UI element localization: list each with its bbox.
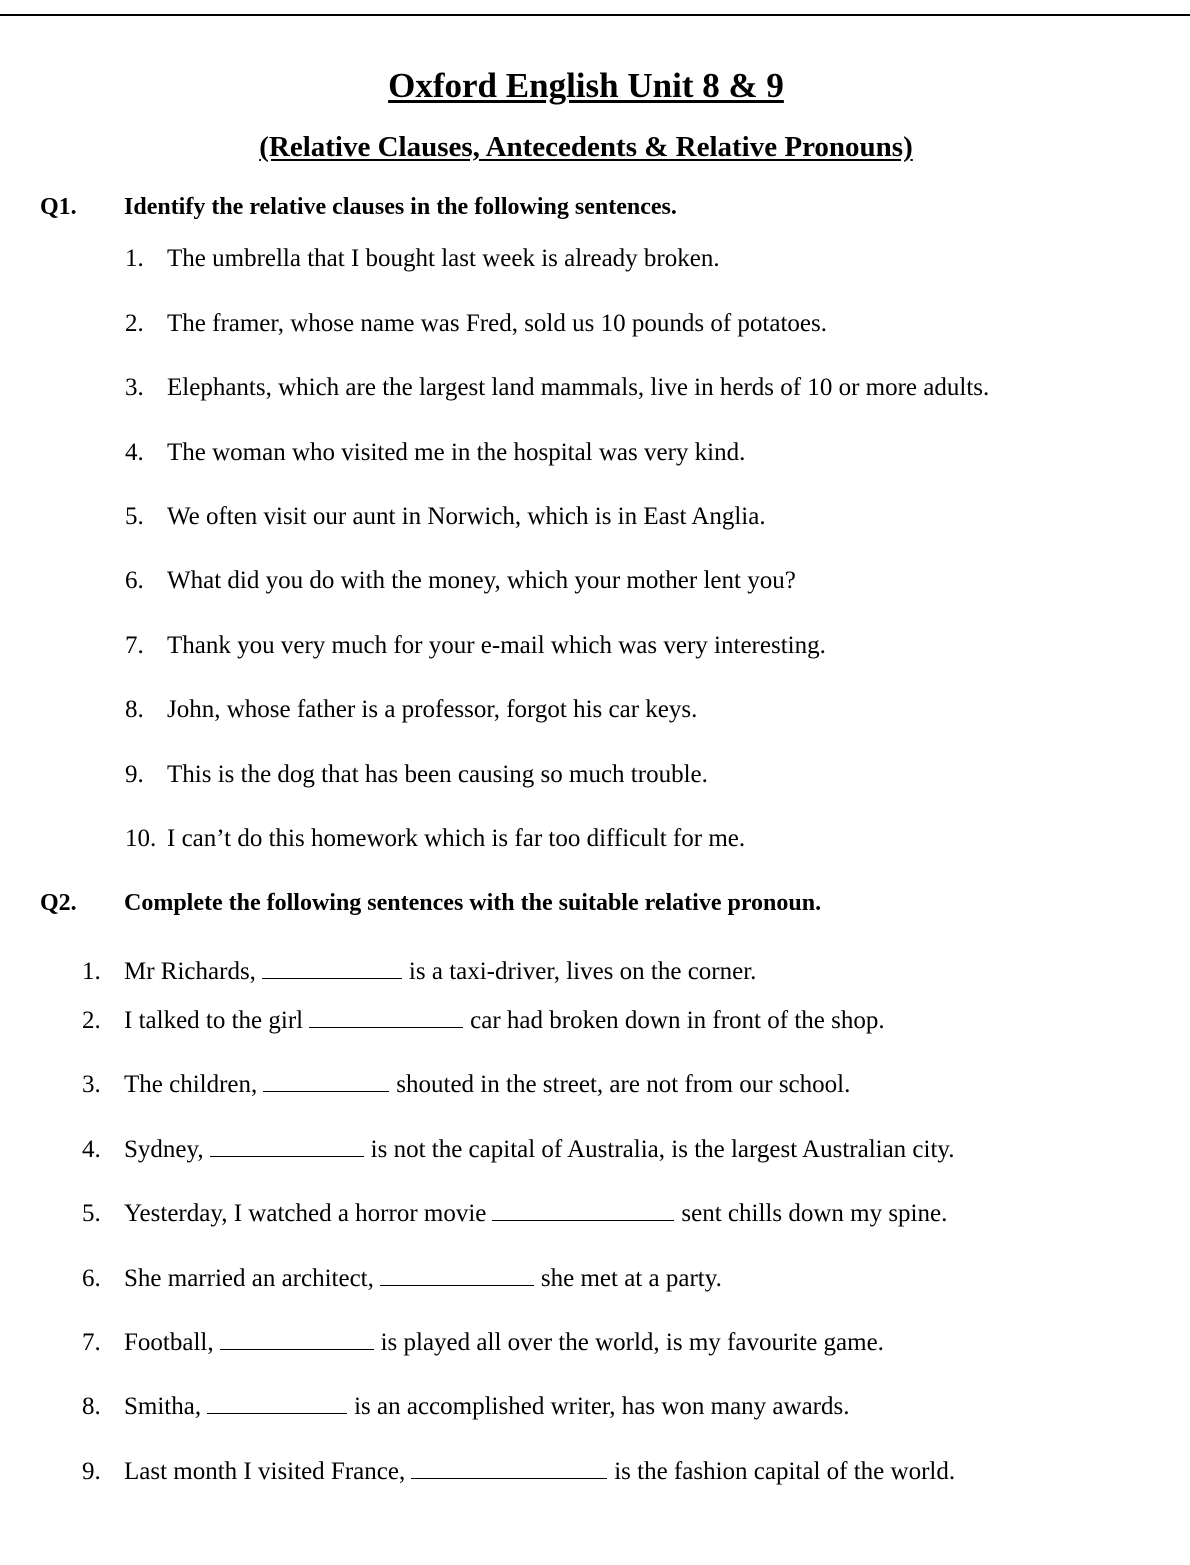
q2-item bbox=[82, 1069, 850, 1099]
q2-item-after: is played all over the world, is my favourite game. bbox=[380, 1329, 884, 1356]
q2-item bbox=[82, 1263, 722, 1293]
q1-item-text: I can’t do this homework which is far too difficult for me. bbox=[167, 825, 746, 852]
q2-item-after: is the fashion capital of the world. bbox=[614, 1458, 956, 1485]
q1-item-number: 2. bbox=[125, 310, 144, 337]
q2-item-before: Yesterday, I watched a horror movie bbox=[124, 1200, 487, 1227]
q1-item-number: 10. bbox=[125, 825, 157, 852]
q1-label: Q1. bbox=[40, 194, 77, 220]
q1-item-text: This is the dog that has been causing so much trouble. bbox=[167, 761, 708, 788]
q2-item-before: I talked to the girl bbox=[124, 1007, 304, 1034]
q2-instruction: Complete the following sentences with the suitable relative pronoun. bbox=[124, 890, 822, 916]
q1-item-text: The umbrella that I bought last week is already broken. bbox=[167, 245, 720, 272]
page-subtitle: (Relative Clauses, Antecedents & Relative Pronouns) bbox=[259, 131, 913, 163]
q2-item-before: The children, bbox=[124, 1071, 258, 1098]
top-rule bbox=[0, 14, 1190, 16]
q2-item-before: Smitha, bbox=[124, 1393, 202, 1420]
q1-item-number: 8. bbox=[125, 696, 144, 723]
q1-item-number: 9. bbox=[125, 761, 144, 788]
answer-blank[interactable] bbox=[210, 1134, 364, 1157]
q2-label: Q2. bbox=[40, 890, 77, 916]
q2-item-number: 5. bbox=[82, 1200, 101, 1227]
q1-item-number: 3. bbox=[125, 374, 144, 401]
answer-blank[interactable] bbox=[220, 1327, 374, 1350]
q1-item-text: John, whose father is a professor, forgot his car keys. bbox=[167, 696, 698, 723]
q2-item-after: is not the capital of Australia, is the largest Australian city. bbox=[370, 1136, 955, 1163]
q1-item-number: 1. bbox=[125, 245, 144, 272]
q2-item-before: Mr Richards, bbox=[124, 958, 256, 985]
q2-item bbox=[82, 1198, 947, 1228]
answer-blank[interactable] bbox=[380, 1263, 534, 1286]
q2-item-before: She married an architect, bbox=[124, 1265, 374, 1292]
q2-item-after: she met at a party. bbox=[540, 1265, 722, 1292]
q2-item bbox=[82, 1327, 884, 1357]
q1-item-text: Thank you very much for your e-mail which was very interesting. bbox=[167, 632, 826, 659]
answer-blank[interactable] bbox=[263, 1069, 389, 1092]
q2-item bbox=[82, 1456, 955, 1486]
q1-item-text: We often visit our aunt in Norwich, which is in East Anglia. bbox=[167, 503, 766, 530]
q2-item-before: Sydney, bbox=[124, 1136, 204, 1163]
q2-item-number: 8. bbox=[82, 1393, 101, 1420]
answer-blank[interactable] bbox=[411, 1456, 607, 1479]
q2-item-after: car had broken down in front of the shop. bbox=[470, 1007, 885, 1034]
page-title: Oxford English Unit 8 & 9 bbox=[388, 66, 784, 105]
q1-item-number: 6. bbox=[125, 567, 144, 594]
q2-item-number: 3. bbox=[82, 1071, 101, 1098]
q1-item-text: Elephants, which are the largest land mammals, live in herds of 10 or more adults. bbox=[167, 374, 990, 401]
q2-item-after: sent chills down my spine. bbox=[681, 1200, 948, 1227]
answer-blank[interactable] bbox=[492, 1198, 674, 1221]
q2-item-after: shouted in the street, are not from our school. bbox=[396, 1071, 851, 1098]
answer-blank[interactable] bbox=[207, 1391, 347, 1414]
q1-instruction: Identify the relative clauses in the following sentences. bbox=[124, 194, 677, 220]
q2-item-number: 6. bbox=[82, 1265, 101, 1292]
q2-item-number: 7. bbox=[82, 1329, 101, 1356]
q1-item-text: What did you do with the money, which your mother lent you? bbox=[167, 567, 796, 594]
q2-item-number: 4. bbox=[82, 1136, 101, 1163]
q1-item-text: The framer, whose name was Fred, sold us 10 pounds of potatoes. bbox=[167, 310, 827, 337]
q2-item-number: 9. bbox=[82, 1458, 101, 1485]
q2-item-before: Football, bbox=[124, 1329, 214, 1356]
q2-item-after: is an accomplished writer, has won many awards. bbox=[354, 1393, 850, 1420]
q2-item bbox=[82, 956, 756, 986]
q2-item bbox=[82, 1134, 955, 1164]
q1-item-text: The woman who visited me in the hospital was very kind. bbox=[167, 439, 746, 466]
q1-item-number: 7. bbox=[125, 632, 144, 659]
q1-item-number: 4. bbox=[125, 439, 144, 466]
answer-blank[interactable] bbox=[262, 956, 402, 979]
q2-item bbox=[82, 1391, 849, 1421]
q2-item-number: 2. bbox=[82, 1007, 101, 1034]
q1-item-number: 5. bbox=[125, 503, 144, 530]
answer-blank[interactable] bbox=[309, 1005, 463, 1028]
q2-item-number: 1. bbox=[82, 958, 101, 985]
q2-item-before: Last month I visited France, bbox=[124, 1458, 406, 1485]
q2-item bbox=[82, 1005, 885, 1035]
q2-item-after: is a taxi-driver, lives on the corner. bbox=[408, 958, 757, 985]
